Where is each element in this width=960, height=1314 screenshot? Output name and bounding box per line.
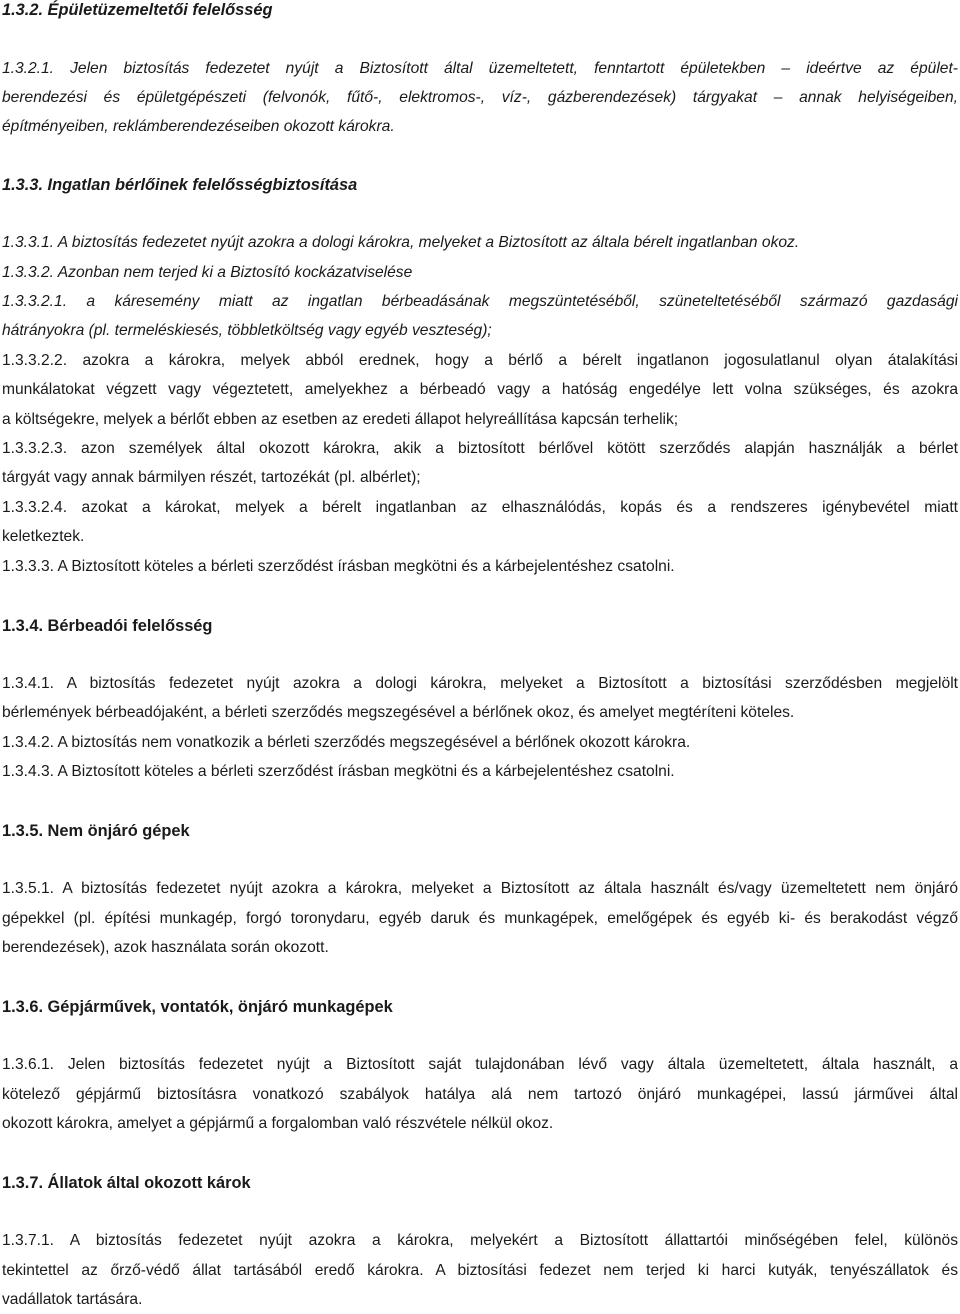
paragraph-line: építményeiben, reklámberendezéseiben okozott károkra. xyxy=(2,118,395,135)
paragraph-line: hátrányokra (pl. termeléskiesés, többletköltség vagy egyéb veszteség); xyxy=(2,322,492,339)
paragraph-line: 1.3.5.1. A biztosítás fedezetet nyújt azokra a károkra, melyeket a Biztosított az általa használt és/vagy üzemeltetett nem önjáró xyxy=(2,880,958,897)
section-heading: 1.3.7. Állatok által okozott károk xyxy=(2,1174,251,1192)
paragraph-line: 1.3.3.1. A biztosítás fedezetet nyújt azokra a dologi károkra, melyeket a Biztosított az általa bérelt ingatlanban okoz. xyxy=(2,234,800,251)
paragraph-line: okozott károkra, amelyet a gépjármű a forgalomban való részvétele nélkül okoz. xyxy=(2,1115,554,1132)
paragraph-line: bérlemények bérbeadójaként, a bérleti szerződés megszegésével a bérlőnek okoz, és amelyet megtéríteni köteles. xyxy=(2,704,795,721)
paragraph-line: 1.3.7.1. A biztosítás fedezetet nyújt azokra a károkra, melyekért a Biztosított állattartói minőségében felel, különös xyxy=(2,1232,958,1249)
paragraph-line: gépekkel (pl. építési munkagép, forgó toronydaru, egyéb daruk és munkagépek, emelőgépek és egyéb ki- és berakodást végző xyxy=(2,910,958,927)
section-heading: 1.3.2. Épületüzemeltetői felelősség xyxy=(2,1,273,19)
paragraph-line: berendezések), azok használata során okozott. xyxy=(2,939,329,956)
paragraph-line: 1.3.4.2. A biztosítás nem vonatkozik a bérleti szerződés megszegésével a bérlőnek okozott károkra. xyxy=(2,734,691,751)
paragraph-line: 1.3.3.2.4. azokat a károkat, melyek a bérelt ingatlanban az elhasználódás, kopás és a rendszeres igénybevétel miatt xyxy=(2,499,958,516)
section-heading: 1.3.3. Ingatlan bérlőinek felelősségbiztosítása xyxy=(2,176,358,194)
paragraph-line: 1.3.4.1. A biztosítás fedezetet nyújt azokra a dologi károkra, melyeket a Biztosított a biztosítási szerződésben megjelölt xyxy=(2,675,958,692)
paragraph-line: 1.3.3.2.2. azokra a károkra, melyek abból erednek, hogy a bérlő a bérelt ingatlanon jogosulatlanul olyan átalakítási xyxy=(2,352,958,369)
paragraph-line: 1.3.4.3. A Biztosított köteles a bérleti szerződést írásban megkötni és a kárbejelentéshez csatolni. xyxy=(2,763,675,780)
paragraph-line: 1.3.3.2.1. a káresemény miatt az ingatlan bérbeadásának megszüntetéséből, szüneteltetéséből származó gazdasági xyxy=(2,293,958,310)
paragraph-line: tekintettel az őrző-védő állat tartásából eredő károkra. A biztosítási fedezet nem terjed ki harci kutyák, tenyészállatok és xyxy=(2,1262,958,1279)
paragraph-line: 1.3.3.2.3. azon személyek által okozott károkra, akik a biztosított bérlővel kötött szerződés alapján használják a bérlet xyxy=(2,440,958,457)
section-heading: 1.3.4. Bérbeadói felelősség xyxy=(2,617,213,635)
paragraph-line: keletkeztek. xyxy=(2,528,85,545)
paragraph-line: munkálatokat végzett vagy végeztetett, amelyekhez a bérbeadó vagy a hatóság engedélye lett volna szükséges, és azokra xyxy=(2,381,958,398)
paragraph-line: tárgyát vagy annak bármilyen részét, tartozékát (pl. albérlet); xyxy=(2,469,421,486)
paragraph-line: 1.3.2.1. Jelen biztosítás fedezetet nyújt a Biztosított által üzemeltetett, fenntartott épületekben – ideértve az épület- xyxy=(2,60,958,77)
paragraph-line: 1.3.6.1. Jelen biztosítás fedezetet nyújt a Biztosított saját tulajdonában lévő vagy általa üzemeltetett, általa használt, a xyxy=(2,1056,958,1073)
paragraph-line: vadállatok tartására. xyxy=(2,1291,143,1308)
section-heading: 1.3.5. Nem önjáró gépek xyxy=(2,822,190,840)
section-heading: 1.3.6. Gépjárművek, vontatók, önjáró munkagépek xyxy=(2,998,393,1016)
paragraph-line: berendezési és épületgépészeti (felvonók, fűtő-, elektromos-, víz-, gázberendezések) tárgyakat – annak helyiségeiben, xyxy=(2,89,958,106)
paragraph-line: kötelező gépjármű biztosításra vonatkozó szabályok hatálya alá nem tartozó önjáró munkagépei, lassú járművei által xyxy=(2,1086,958,1103)
paragraph-line: a költségekre, melyek a bérlőt ebben az esetben az eredeti állapot helyreállítása kapcsán terhelik; xyxy=(2,411,679,428)
paragraph-line: 1.3.3.3. A Biztosított köteles a bérleti szerződést írásban megkötni és a kárbejelentéshez csatolni. xyxy=(2,558,675,575)
paragraph-line: 1.3.3.2. Azonban nem terjed ki a Biztosító kockázatviselése xyxy=(2,264,413,281)
